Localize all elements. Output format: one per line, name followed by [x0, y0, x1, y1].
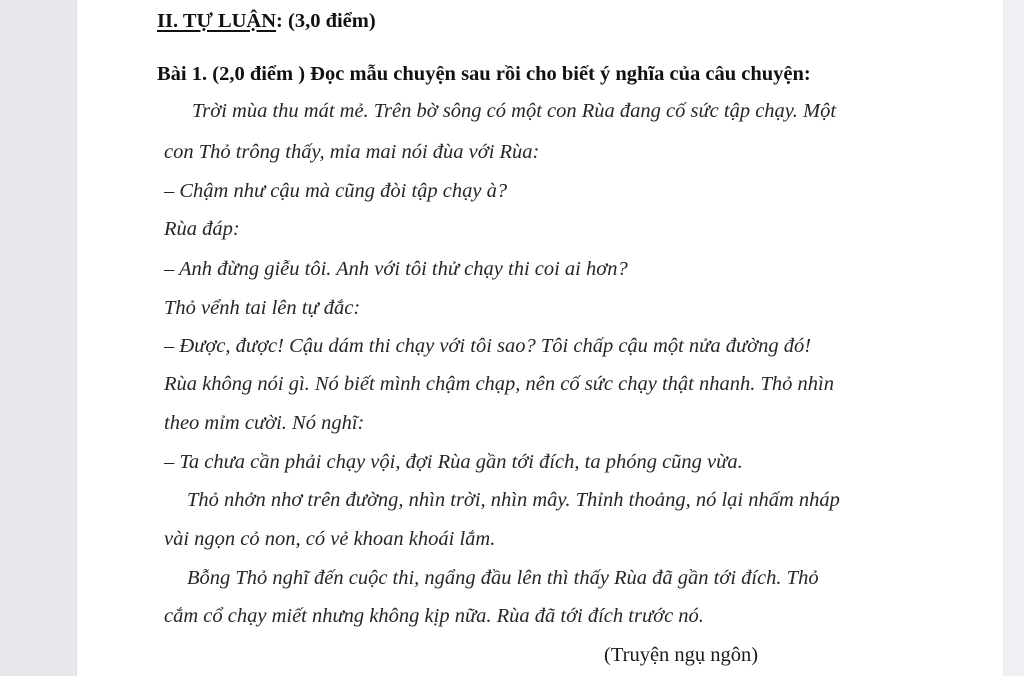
section-title-points: : (3,0 điểm) — [276, 10, 376, 32]
viewer-gutter — [1003, 0, 1024, 676]
story-line: Thỏ vểnh tai lên tự đắc: — [164, 297, 361, 319]
story-line: vài ngọn cỏ non, có vẻ khoan khoái lắm. — [164, 528, 496, 550]
story-line: Bỗng Thỏ nghĩ đến cuộc thi, ngẩng đầu lên thì thấy Rùa đã gần tới đích. Thỏ — [187, 567, 819, 589]
story-line: – Anh đừng giễu tôi. Anh với tôi thử chạy thi coi ai hơn? — [164, 258, 628, 280]
story-line: Thỏ nhởn nhơ trên đường, nhìn trời, nhìn mây. Thỉnh thoảng, nó lại nhấm nháp — [187, 489, 840, 511]
story-line: Rùa đáp: — [164, 218, 240, 240]
story-line: Rùa không nói gì. Nó biết mình chậm chạp, nên cố sức chạy thật nhanh. Thỏ nhìn — [164, 373, 834, 395]
story-line: theo mỉm cười. Nó nghĩ: — [164, 412, 365, 434]
story-line: con Thỏ trông thấy, mỉa mai nói đùa với Rùa: — [164, 141, 540, 163]
section-heading — [157, 8, 376, 34]
story-line: – Chậm như cậu mà cũng đòi tập chạy à? — [164, 180, 508, 202]
section-title-underlined: II. TỰ LUẬN — [157, 10, 277, 32]
story-line: – Được, được! Cậu dám thi chạy với tôi sao? Tôi chấp cậu một nửa đường đó! — [164, 335, 812, 357]
story-source: (Truyện ngụ ngôn) — [604, 644, 759, 666]
question-heading: Bài 1. (2,0 điểm ) Đọc mẫu chuyện sau rồi cho biết ý nghĩa của câu chuyện: — [157, 63, 811, 85]
story-line: cắm cổ chạy miết nhưng không kịp nữa. Rùa đã tới đích trước nó. — [164, 605, 704, 627]
story-line: Trời mùa thu mát mẻ. Trên bờ sông có một con Rùa đang cố sức tập chạy. Một — [192, 100, 837, 122]
story-line: – Ta chưa cần phải chạy vội, đợi Rùa gần tới đích, ta phóng cũng vừa. — [164, 451, 743, 473]
document-page — [77, 0, 1003, 676]
